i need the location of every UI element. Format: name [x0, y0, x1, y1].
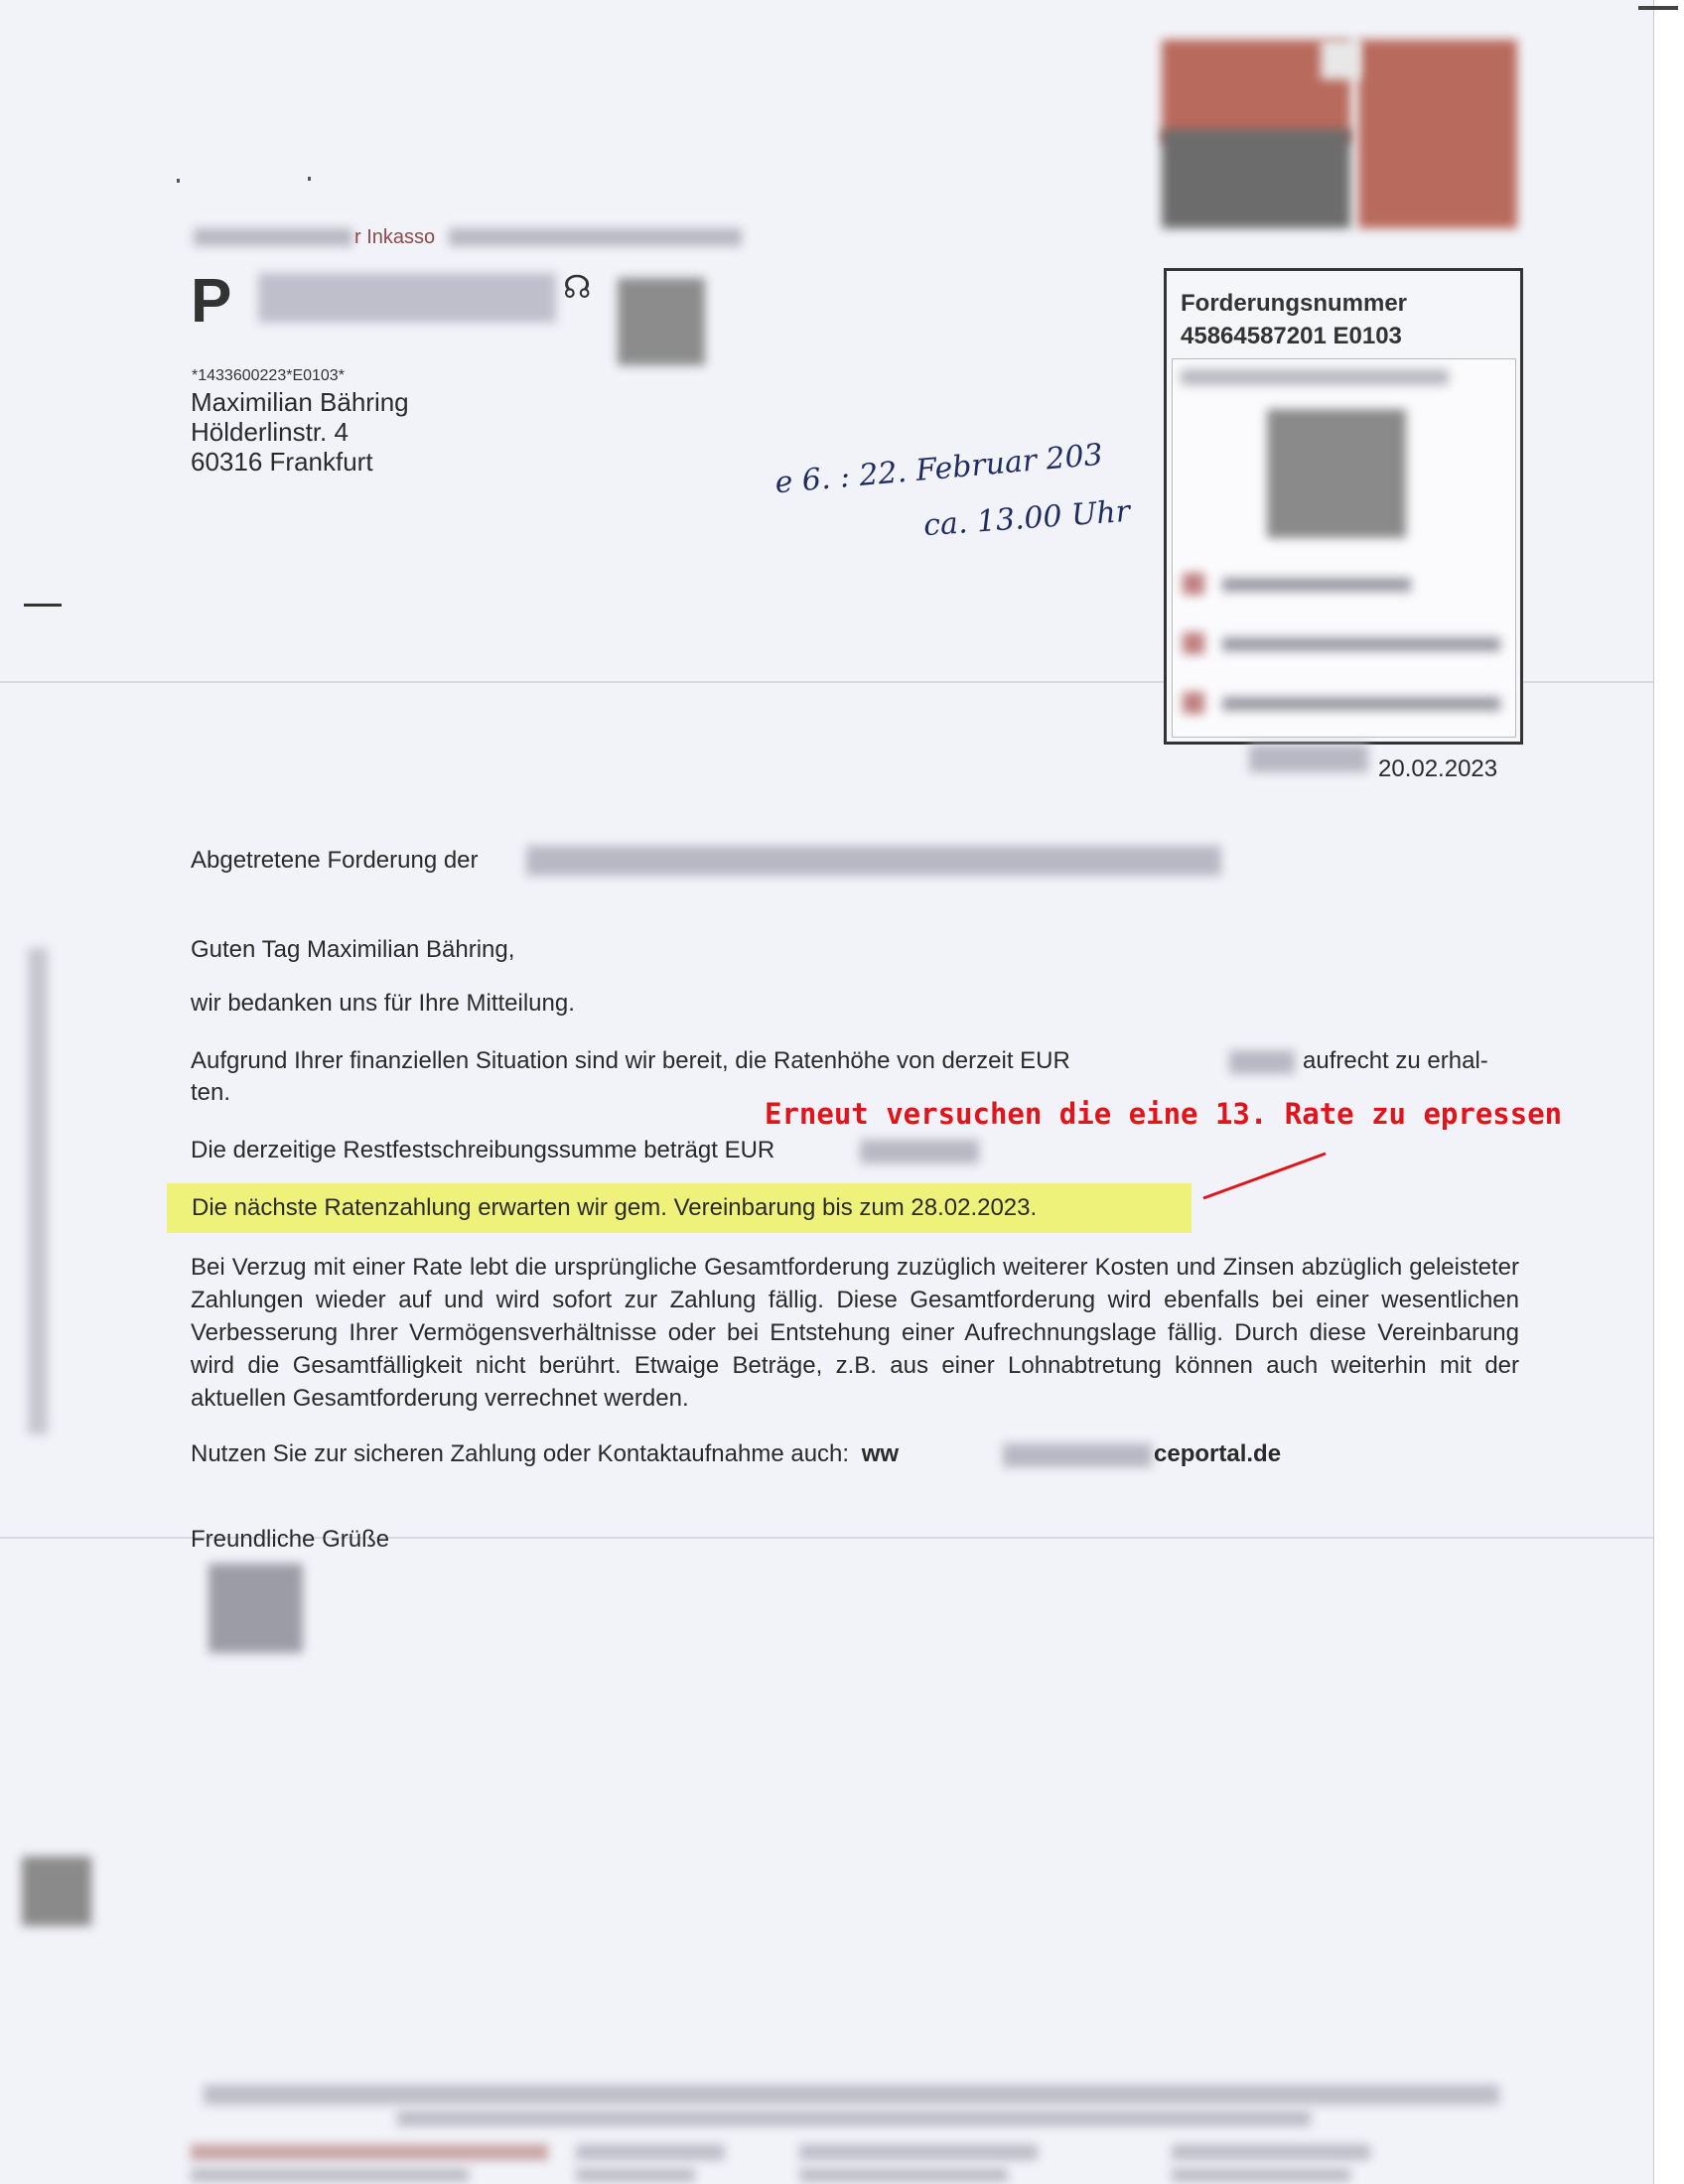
paragraph-rate-text-end: aufrecht zu erhal- [1303, 1047, 1488, 1074]
paragraph-default-terms: Bei Verzug mit einer Rate lebt die ursprüngliche Gesamtforderung zuzüglich weiterer Kosten und Zinsen abzüglich geleisteter Zahlungen wieder auf und wird sofort zur Zahlung fällig. Diese Gesamtforderung wird ebenfalls bei einer wesentlichen Verbesserung Ihrer Vermögensverhältnisse oder bei Entstehung einer Aufrechnungslage fällig. Durch diese Vereinbarung wird die Gesamtfälligkeit nicht berührt. Etwaige Beträge, z.B. aus einer Lohnabtretung können auch weiterhin mit der aktuellen Gesamtforderung verrechnet werden. [191, 1254, 1519, 1412]
paragraph-rate-text: Aufgrund Ihrer finanziellen Situation sind wir bereit, die Ratenhöhe von derzeit EUR [191, 1047, 1070, 1074]
contact-qr-code [1267, 409, 1406, 538]
annotation-arrow-icon [1192, 1142, 1340, 1211]
claim-number: 45864587201 E0103 [1181, 323, 1402, 349]
contact-panel [1172, 358, 1516, 738]
margin-print-code [28, 948, 48, 1434]
contact-line-3 [1222, 697, 1500, 711]
remaining-sum-amount [860, 1140, 979, 1163]
claim-number-label: Forderungsnummer [1181, 290, 1408, 317]
letter-date: 20.02.2023 [1378, 755, 1498, 782]
postage-info [258, 273, 556, 323]
contact-line-2 [1222, 637, 1500, 651]
letter-type-mark: P [191, 267, 232, 336]
paragraph-remaining-sum: Die derzeitige Restfestschreibungssumme beträgt EUR [191, 1137, 775, 1163]
contact-line-1 [1222, 578, 1411, 592]
corner-mark [1638, 6, 1678, 10]
subject-line: Abgetretene Forderung der [191, 847, 479, 874]
paragraph-portal [191, 1437, 899, 1470]
greeting: Guten Tag Maximilian Bähring, [191, 936, 515, 963]
recipient-address [191, 387, 409, 477]
contact-heading [1181, 369, 1449, 385]
recipient-street: Hölderlinstr. 4 [191, 417, 349, 447]
paragraph-rate-text-wrap: ten. [191, 1079, 231, 1106]
fold-mark [24, 604, 62, 607]
speck [177, 179, 180, 183]
portal-url-redaction [1003, 1443, 1152, 1467]
creditor-name [526, 846, 1221, 876]
post-horn-icon: ☊ [563, 269, 592, 305]
phone-icon [1183, 573, 1204, 595]
signature-image [209, 1564, 303, 1653]
claim-info-box [1164, 268, 1523, 745]
red-annotation: Erneut versuchen die eine 13. Rate zu epressen [765, 1097, 1563, 1131]
handwritten-date-note: e 6. : 22. Februar 203 [773, 437, 1105, 501]
recipient-city: 60316 Frankfurt [191, 447, 373, 477]
portal-url-suffix[interactable]: ceportal.de [1154, 1440, 1282, 1467]
paragraph-thanks: wir bedanken uns für Ihre Mitteilung. [191, 990, 575, 1017]
place-name [1249, 745, 1368, 772]
mail-icon [1183, 632, 1204, 654]
web-icon [1183, 692, 1204, 714]
portal-text: Nutzen Sie zur sicheren Zahlung oder Kontaktaufnahme auch: [191, 1440, 850, 1467]
recipient-name: Maximilian Bähring [191, 387, 409, 417]
postage-qr-code [618, 278, 705, 365]
rate-amount [1229, 1050, 1295, 1074]
closing: Freundliche Grüße [191, 1526, 390, 1553]
speck [308, 177, 311, 181]
handwritten-time-note: ca. 13.00 Uhr [922, 493, 1132, 544]
margin-code-box [22, 1856, 91, 1926]
barcode-id: *1433600223*E0103* [192, 367, 345, 384]
portal-url-prefix: ww [861, 1440, 900, 1467]
paper-right-edge [1653, 0, 1684, 2184]
highlighted-due-date-sentence: Die nächste Ratenzahlung erwarten wir gem. Vereinbarung bis zum 28.02.2023. [192, 1194, 1038, 1221]
sender-name: r Inkasso [354, 226, 436, 248]
